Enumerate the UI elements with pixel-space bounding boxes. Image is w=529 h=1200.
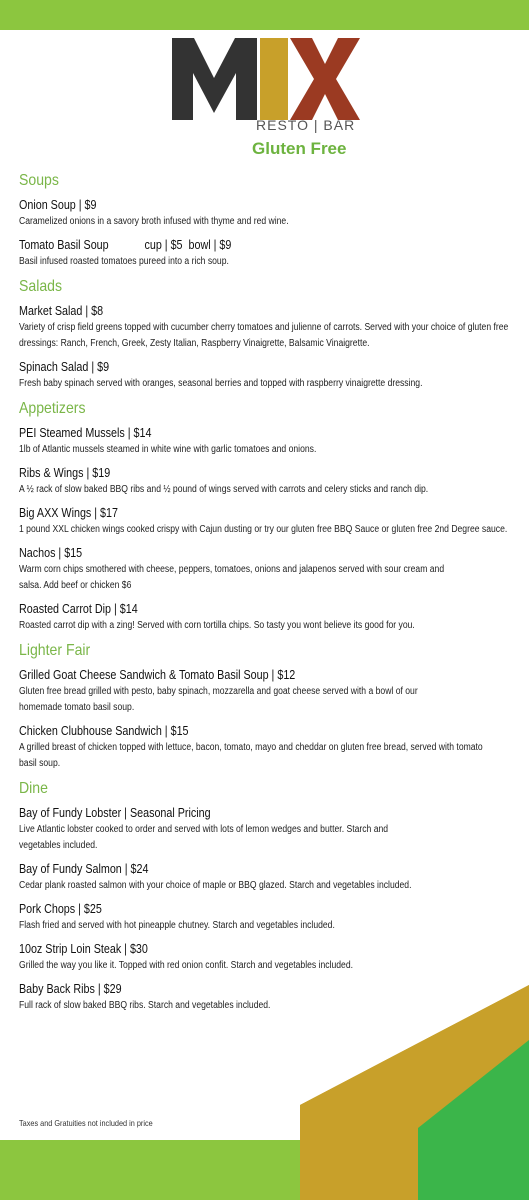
- menu-item: [19, 504, 509, 538]
- item-title: Ribs & Wings | $19: [19, 466, 111, 480]
- item-title: Spinach Salad | $9: [19, 360, 110, 374]
- menu-item: [19, 358, 509, 392]
- logo-letter-i: [260, 38, 288, 120]
- item-title: PEI Steamed Mussels | $14: [19, 426, 152, 440]
- section-title: Dine: [19, 780, 48, 797]
- item-description: Roasted carrot dip with a zing! Served with corn tortilla chips. So tasty you wont believe its good for you.: [19, 620, 415, 631]
- item-title: Roasted Carrot Dip | $14: [19, 602, 138, 616]
- item-title: Baby Back Ribs | $29: [19, 982, 122, 996]
- item-title: Big AXX Wings | $17: [19, 506, 119, 520]
- menu-item: [19, 464, 509, 498]
- item-description: 1 pound XXL chicken wings cooked crispy with Cajun dusting or try our gluten free BBQ Sauce or gluten free 2nd Degree sauce.: [19, 524, 508, 535]
- menu-list: [19, 170, 509, 1020]
- section-title: Appetizers: [19, 400, 86, 417]
- item-description: Live Atlantic lobster cooked to order and served with lots of lemon wedges and butter. Starch and vegetables included.: [19, 824, 389, 851]
- logo-letter-m: [172, 38, 257, 120]
- item-title: Grilled Goat Cheese Sandwich & Tomato Basil Soup | $12: [19, 668, 296, 682]
- menu-item: [19, 940, 509, 974]
- item-title: Tomato Basil Soup cup | $5 bowl | $9: [19, 238, 232, 252]
- item-title: Market Salad | $8: [19, 304, 104, 318]
- section-appetizers: [19, 398, 509, 634]
- logo-letter-x: [290, 38, 360, 120]
- menu-item: [19, 544, 509, 594]
- logo-tagline: Gluten Free: [252, 139, 347, 158]
- item-description: 1lb of Atlantic mussels steamed in white wine with garlic tomatoes and onions.: [19, 444, 317, 455]
- menu-item: [19, 236, 509, 270]
- menu-item: [19, 302, 509, 352]
- item-description: Full rack of slow baked BBQ ribs. Starch and vegetables included.: [19, 1000, 271, 1011]
- menu-item: [19, 722, 509, 772]
- brand-logo: [172, 35, 356, 160]
- item-title: Bay of Fundy Salmon | $24: [19, 862, 149, 876]
- top-green-bar: [0, 0, 529, 30]
- item-description: Grilled the way you like it. Topped with red onion confit. Starch and vegetables included.: [19, 960, 354, 971]
- item-title: Bay of Fundy Lobster | Seasonal Pricing: [19, 806, 211, 820]
- footnote: Taxes and Gratuities not included in price: [19, 1118, 153, 1128]
- menu-item: [19, 666, 509, 716]
- item-description: Flash fried and served with hot pineapple chutney. Starch and vegetables included.: [19, 920, 335, 931]
- item-description: Cedar plank roasted salmon with your choice of maple or BBQ glazed. Starch and vegetables included.: [19, 880, 412, 891]
- section-title: Soups: [19, 172, 59, 189]
- item-description: Caramelized onions in a savory broth infused with thyme and red wine.: [19, 216, 289, 227]
- section-lighter-fair: [19, 640, 509, 772]
- item-title: Chicken Clubhouse Sandwich | $15: [19, 724, 189, 738]
- section-title: Lighter Fair: [19, 642, 91, 659]
- menu-item: [19, 980, 509, 1014]
- menu-item: [19, 196, 509, 230]
- section-dine: [19, 778, 509, 1014]
- bottom-green-bar: [0, 1140, 529, 1200]
- item-title: 10oz Strip Loin Steak | $30: [19, 942, 148, 956]
- item-description: Basil infused roasted tomatoes pureed into a rich soup.: [19, 256, 229, 267]
- logo-subtitle: RESTO | BAR: [256, 117, 356, 133]
- item-description: Gluten free bread grilled with pesto, baby spinach, mozzarella and goat cheese served with a bowl of our homemade tomato basil soup.: [19, 686, 418, 713]
- item-description: A ½ rack of slow baked BBQ ribs and ½ pound of wings served with carrots and celery sticks and ranch dip.: [19, 484, 429, 495]
- item-title: Onion Soup | $9: [19, 198, 97, 212]
- menu-item: [19, 424, 509, 458]
- section-soups: [19, 170, 509, 270]
- item-description: Fresh baby spinach served with oranges, seasonal berries and topped with raspberry vinaigrette dressing.: [19, 378, 423, 389]
- section-title: Salads: [19, 278, 63, 295]
- menu-item: [19, 600, 509, 634]
- item-title: Pork Chops | $25: [19, 902, 102, 916]
- menu-item: [19, 804, 509, 854]
- menu-item: [19, 900, 509, 934]
- menu-item: [19, 860, 509, 894]
- item-description: Warm corn chips smothered with cheese, peppers, tomatoes, onions and jalapenos served with sour cream and salsa. Add beef or chicken $6: [19, 564, 445, 591]
- item-description: Variety of crisp field greens topped with cucumber cherry tomatoes and julienne of carrots. Served with your choice of gluten free dressings: Ranch, French, Greek, Zesty Italian, Raspberry Vinaigrette, Balsamic Vinaigrette.: [19, 322, 509, 349]
- item-description: A grilled breast of chicken topped with lettuce, bacon, tomato, mayo and cheddar on gluten free bread, served with tomato basil soup.: [19, 742, 483, 769]
- section-salads: [19, 276, 509, 392]
- item-title: Nachos | $15: [19, 546, 83, 560]
